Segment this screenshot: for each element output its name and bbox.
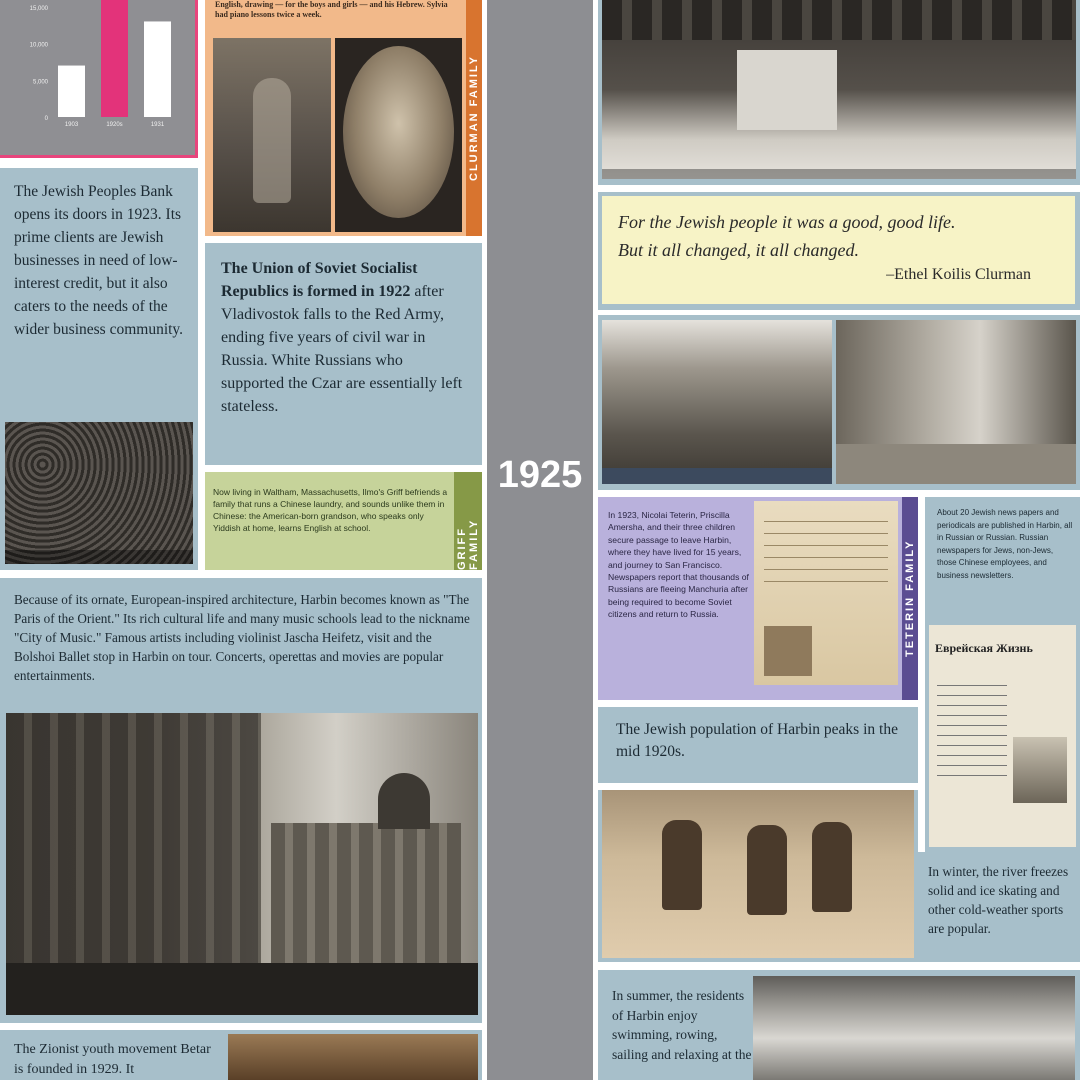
x-tick-label: 1931: [150, 122, 165, 128]
summer-river-photo: [753, 976, 1075, 1080]
tram-street-photo: [602, 0, 1076, 179]
harbin-street-photo: [6, 713, 478, 1015]
x-tick-label: 1903: [64, 122, 79, 128]
chart-svg: [0, 0, 195, 155]
x-tick-label: 1920s: [106, 122, 123, 128]
betar-panel: [0, 1030, 482, 1080]
quote-frame: [598, 192, 1080, 310]
y-tick-label: 0: [44, 116, 48, 122]
paris-text: Because of its ornate, European-inspired architecture, Harbin becomes known as "The Paris of the Orient." Its rich cultural life and many music schools lead to the nickname "City of Music." Famous artists including violinist Jascha Heifetz, visit and the Bolshoi Ballet stop in Harbin on tour. Concerts, operettas and movies are popular entertainments.: [14, 592, 470, 683]
quote-line-2: But it all changed, it all changed.: [618, 240, 859, 260]
bank-photo-frame: [0, 418, 198, 570]
clurman-tag: CLURMAN FAMILY: [466, 0, 482, 236]
griff-text: Now living in Waltham, Massachusetts, Ilmo's Griff befriends a family that runs a Chinese laundry, and sounds unlike them in Chinese: the American-born grandson, who speaks only Yiddish at home, learns English at school.: [213, 487, 448, 533]
family-photo: [335, 38, 462, 232]
newspaper-image: [929, 625, 1076, 847]
quote-line-1: For the Jewish people it was a good, good life.: [618, 212, 956, 232]
teterin-tag: TETERIN FAMILY: [902, 497, 918, 700]
y-tick-label: 10,000: [29, 42, 48, 49]
ussr-body: after Vladivostok falls to the Red Army, ending five years of civil war in Russia. White Russians who supported the Czar are essentially left stateless.: [221, 283, 463, 415]
timeline-year: 1925: [497, 453, 583, 496]
skaters-frame: [598, 790, 918, 962]
ussr-panel: [205, 243, 482, 465]
paris-panel: [0, 578, 482, 1023]
winter-text: In winter, the river freezes solid and ice skating and other cold-weather sports are popular.: [928, 864, 1069, 936]
teterin-document: [754, 501, 898, 685]
griff-panel: [205, 472, 482, 570]
bank-text: The Jewish Peoples Bank opens its doors in 1923. Its prime clients are Jewish businesses in need of low-interest credit, but it also caters to the needs of the wider business community.: [14, 183, 184, 338]
summer-text: In summer, the residents of Harbin enjoy swimming, rowing, sailing and relaxing at the: [612, 988, 752, 1062]
timeline-band: [487, 0, 593, 1080]
newspapers-panel: [925, 497, 1080, 852]
clurman-text: English, drawing — for the boys and girls — and his Hebrew. Sylvia had piano lessons twice a week.: [215, 0, 448, 19]
teterin-panel: [598, 497, 918, 700]
bank-panel: [0, 168, 198, 418]
teterin-text: In 1923, Nicolai Teterin, Priscilla Amersha, and their three children secure passage to leave Harbin, where they have lived for 15 years, and journey to San Francisco. Newspapers report that thousands of Russians are fleeing Manchuria after being required to become Soviet citizens and return to Russia.: [608, 510, 749, 620]
quote-box: [602, 196, 1075, 304]
y-tick-label: 15,000: [29, 5, 48, 12]
summer-panel: [598, 970, 1080, 1080]
bar-1903: [58, 66, 85, 117]
population-text: The Jewish population of Harbin peaks in the mid 1920s.: [616, 721, 898, 760]
bank-staff-photo: [5, 422, 193, 564]
newspapers-text: About 20 Jewish news papers and periodicals are published in Harbin, all in Russian or Russian. Russian newspapers for Jews, non-Jews, those Chinese employees, and business newsletters.: [937, 508, 1073, 580]
clurman-panel: [205, 0, 482, 236]
bar-1920s: [101, 0, 128, 117]
postcards-frame: [598, 315, 1080, 490]
winter-panel: [918, 852, 1080, 962]
griff-tag: GRIFF FAMILY: [454, 472, 482, 570]
y-tick-label: 5,000: [32, 79, 48, 86]
ussr-title: The Union of Soviet Socialist Republics is formed in 1922: [221, 260, 418, 300]
betar-text: The Zionist youth movement Betar is founded in 1929. It: [14, 1042, 211, 1077]
child-photo: [213, 38, 331, 232]
newspaper-masthead: Еврейская Жизнь: [935, 641, 1033, 655]
street-photo-frame: [598, 0, 1080, 185]
betar-photo: [228, 1034, 478, 1080]
bar-1931: [144, 21, 171, 117]
postcard-city-view: [602, 320, 832, 484]
population-panel: [598, 707, 918, 783]
skaters-photo: [602, 790, 914, 958]
postcard-street-view: [836, 320, 1076, 484]
population-chart: [0, 0, 198, 158]
quote-author: –Ethel Koilis Clurman: [886, 266, 1031, 283]
